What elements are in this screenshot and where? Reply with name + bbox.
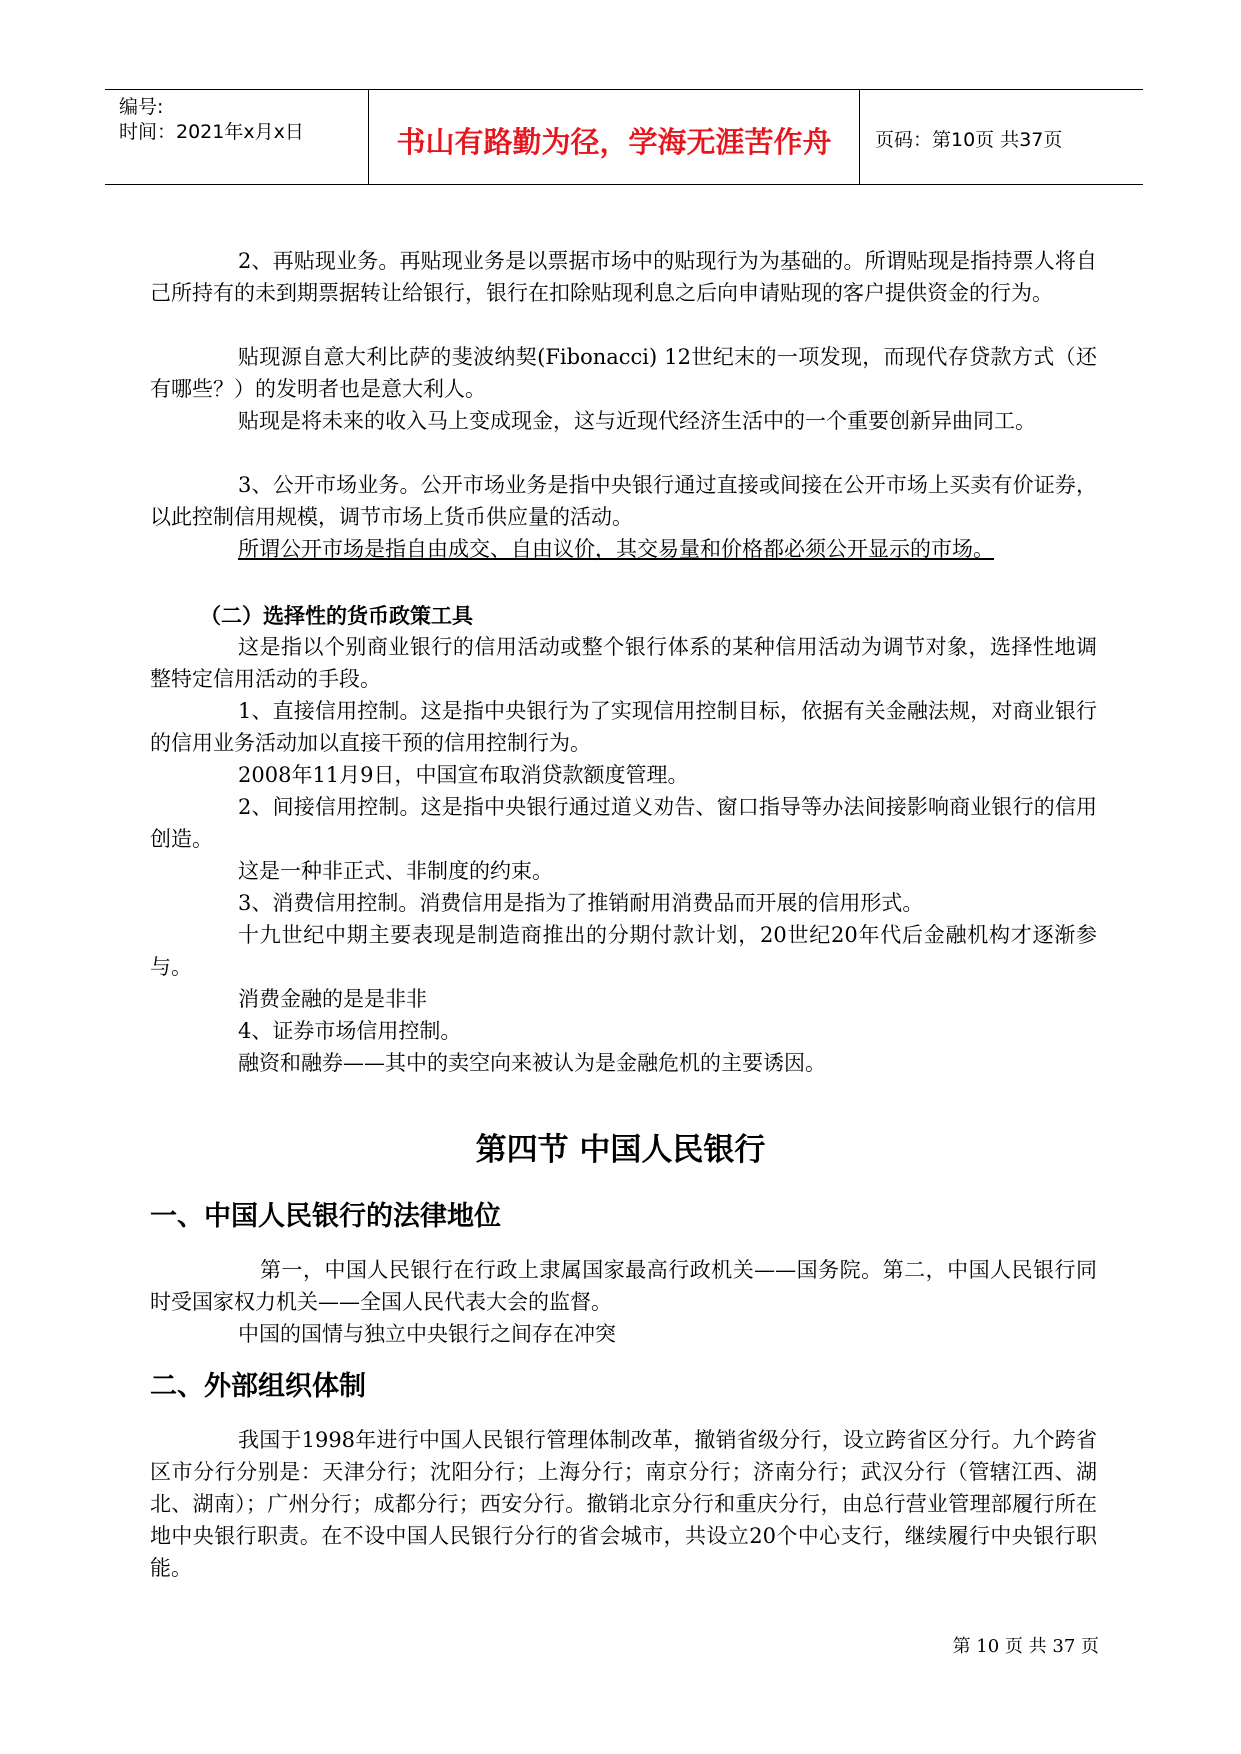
paragraph-independence-conflict: 中国的国情与独立中央银行之间存在冲突 (238, 1322, 616, 1346)
header-page-info: 页码：第10页 共37页 (875, 129, 1063, 151)
subheading-selective-tools: （二）选择性的货币政策工具 (200, 604, 473, 628)
paragraph-consumer-finance: 消费金融的是是非非 (238, 987, 427, 1011)
paragraph-direct-credit-control: 1、直接信用控制。这是指中央银行为了实现信用控制目标，依据有关金融法规，对商业银行的信用业务活动加以直接干预的信用控制行为。 (150, 699, 1097, 755)
paragraph-margin-short-selling: 融资和融券——其中的卖空向来被认为是金融危机的主要诱因。 (238, 1051, 826, 1075)
paragraph-fibonacci: 贴现源自意大利比萨的斐波纳契(Fibonacci) 12世纪末的一项发现，而现代存贷款方式（还有哪些？）的发明者也是意大利人。 (150, 345, 1097, 401)
paragraph-rediscount: 2、再贴现业务。再贴现业务是以票据市场中的贴现行为为基础的。所谓贴现是指持票人将自己所持有的未到期票据转让给银行，银行在扣除贴现利息之后向申请贴现的客户提供资金的行为。 (150, 249, 1097, 305)
paragraph-discount-cash: 贴现是将未来的收入马上变成现金，这与近现代经济生活中的一个重要创新异曲同工。 (238, 409, 1036, 433)
header-meta-cell (105, 90, 369, 184)
header-page-cell (861, 90, 1143, 184)
header-motto-cell (369, 90, 860, 184)
page-header (105, 89, 1143, 185)
paragraph-2008-note: 2008年11月9日，中国宣布取消贷款额度管理。 (238, 763, 689, 787)
paragraph-1998-reform: 我国于1998年进行中国人民银行管理体制改革，撤销省级分行，设立跨省区分行。九个跨省区市分行分别是：天津分行；沈阳分行；上海分行；南京分行；济南分行；武汉分行（管辖江西、湖北、湖南）；广州分行；成都分行；西安分行。撤销北京分行和重庆分行，由总行营业管理部履行所在地中央银行职责。在不设中国人民银行分行的省会城市，共设立20个中心支行，继续履行中央银行职能。 (150, 1428, 1097, 1580)
paragraph-legal-status: 第一，中国人民银行在行政上隶属国家最高行政机关——国务院。第二，中国人民银行同时受国家权力机关——全国人民代表大会的监督。 (150, 1258, 1097, 1314)
paragraph-selective-definition: 这是指以个别商业银行的信用活动或整个银行体系的某种信用活动为调节对象，选择性地调整特定信用活动的手段。 (150, 635, 1097, 691)
paragraph-open-market-definition: 所谓公开市场是指自由成交、自由议价，其交易量和价格都必须公开显示的市场。 (238, 537, 994, 561)
paragraph-installment-history: 十九世纪中期主要表现是制造商推出的分期付款计划，20世纪20年代后金融机构才逐渐参与。 (150, 923, 1097, 979)
header-motto: 书山有路勤为径，学海无涯苦作舟 (396, 125, 832, 159)
paragraph-indirect-credit-control: 2、间接信用控制。这是指中央银行通过道义劝告、窗口指导等办法间接影响商业银行的信用创造。 (150, 795, 1097, 851)
paragraph-informal-constraint: 这是一种非正式、非制度的约束。 (238, 859, 553, 883)
serial-label: 编号: (119, 96, 164, 118)
time-label: 时间：2021年x月x日 (119, 121, 304, 143)
heading-legal-status: 一、中国人民银行的法律地位 (150, 1201, 501, 1232)
heading-external-organization: 二、外部组织体制 (150, 1371, 366, 1402)
paragraph-open-market: 3、公开市场业务。公开市场业务是指中央银行通过直接或间接在公开市场上买卖有价证券，以此控制信用规模，调节市场上货币供应量的活动。 (150, 473, 1097, 529)
section-title: 第四节 中国人民银行 (475, 1132, 766, 1168)
paragraph-securities-credit-control: 4、证券市场信用控制。 (238, 1019, 462, 1043)
page-footer-number: 第 10 页 共 37 页 (952, 1636, 1099, 1657)
paragraph-consumer-credit-control: 3、消费信用控制。消费信用是指为了推销耐用消费品而开展的信用形式。 (238, 891, 924, 915)
